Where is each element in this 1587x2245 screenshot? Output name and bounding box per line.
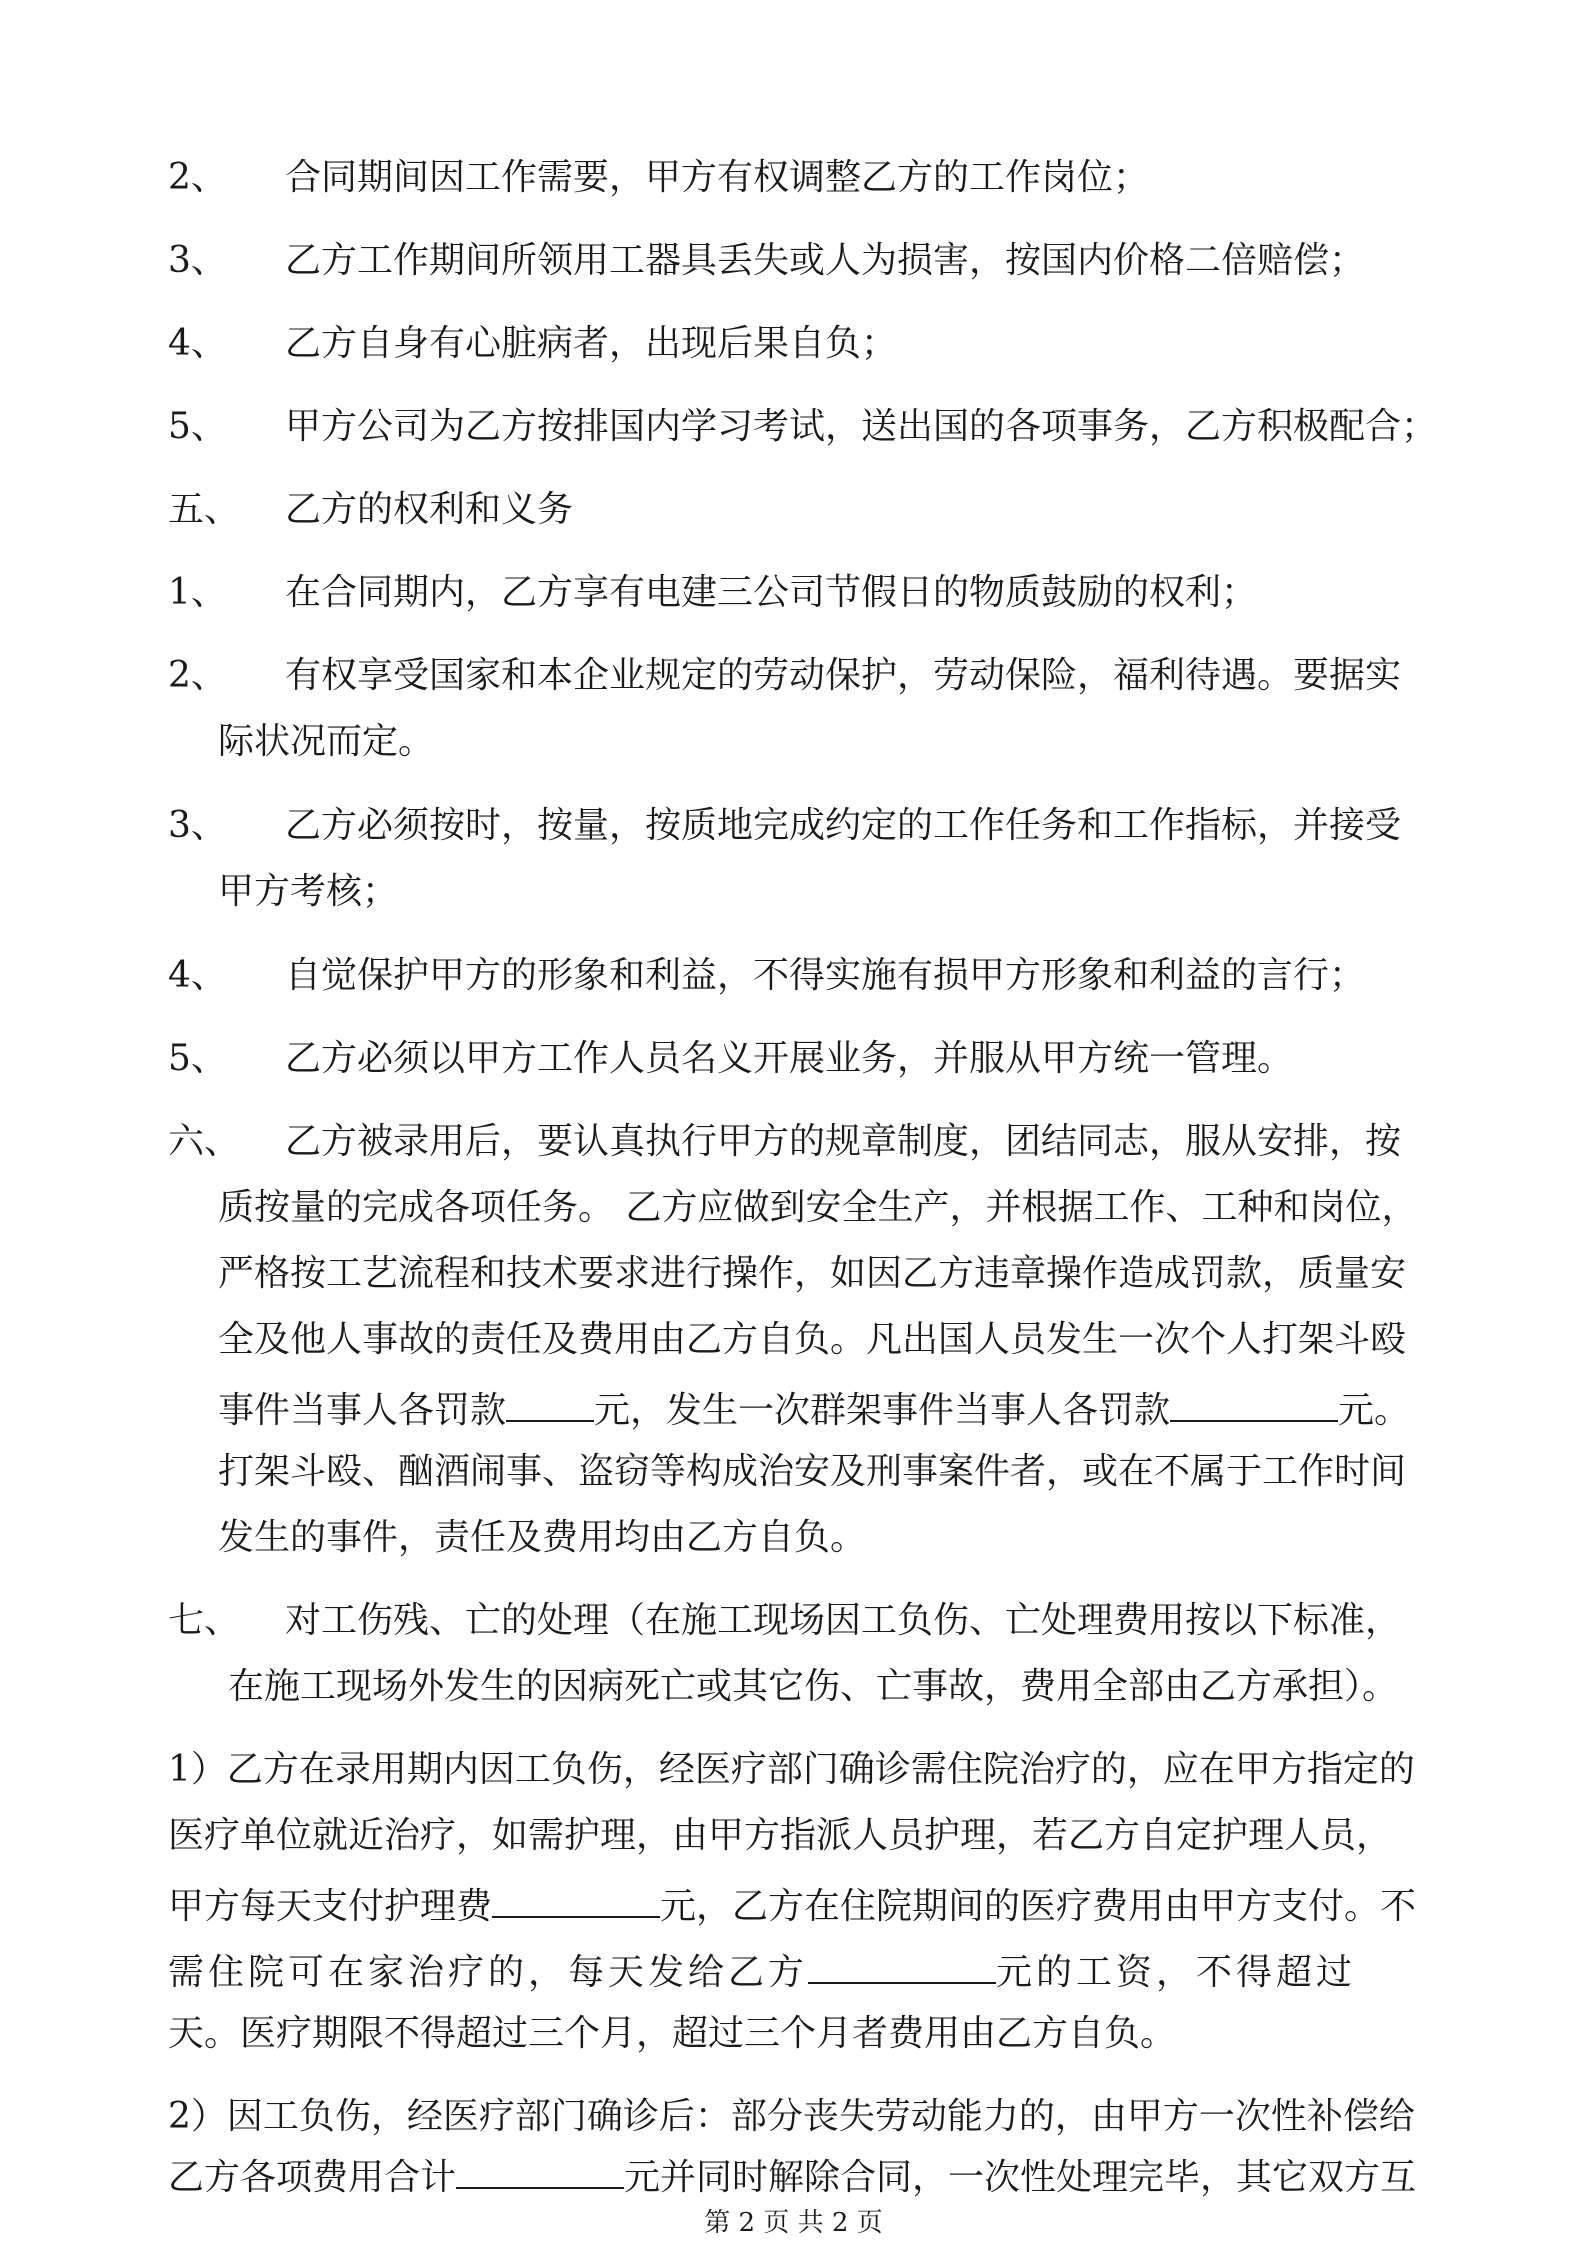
paragraph-text: [168, 2143, 1416, 2208]
section-heading: [0, 1112, 1587, 1172]
paragraph-line: [0, 2143, 1587, 2203]
paragraph-line: [0, 1508, 1587, 1568]
paragraph-text: 发生的事件，责任及费用均由乙方自负。: [218, 1517, 867, 1558]
paragraph-text: 1）乙方在录用期内因工负伤，经医疗部门确诊需住院治疗的，应在甲方指定的: [168, 1749, 1415, 1790]
clause-text: 乙方工作期间所领用工器具丢失或人为损害，按国内价格二倍赔偿；: [285, 240, 1366, 281]
clause-text: 自觉保护甲方的形象和利益，不得实施有损甲方形象和利益的言行；: [285, 955, 1366, 996]
clause-text: 乙方自身有心脏病者，出现后果自负；: [285, 323, 898, 364]
fine-text-b: 元，发生一次群架事件当事人各罚款: [594, 1390, 1171, 1431]
section-text: 对工伤残、亡的处理（在施工现场因工负伤、亡处理费用按以下标准，: [285, 1600, 1402, 1641]
clause-number: 3、: [168, 240, 227, 281]
group-fine-amount-blank[interactable]: [1170, 1376, 1338, 1422]
paragraph-line: [0, 2004, 1587, 2064]
paragraph-text: 医疗单位就近治疗，如需护理，由甲方指派人员护理，若乙方自定护理人员，: [168, 1815, 1393, 1856]
page-footer: 第 2 页 共 2 页: [704, 2208, 883, 2238]
paragraph-line: [0, 1938, 1587, 1998]
paragraph-text: 2）因工负伤，经医疗部门确诊后：部分丧失劳动能力的，由甲方一次性补偿给: [168, 2096, 1415, 2137]
paragraph-text: 质按量的完成各项任务。 乙方应做到安全生产，并根据工作、工种和岗位，: [218, 1187, 1418, 1228]
wage-text-b: 元的工资，不得超过: [996, 1952, 1357, 1993]
section-text: 乙方被录用后，要认真执行甲方的规章制度，团结同志，服从安排，按: [285, 1121, 1402, 1162]
clause-line: [0, 646, 1587, 706]
paragraph-line: [0, 1244, 1587, 1304]
paragraph-text: 全及他人事故的责任及费用由乙方自负。凡出国人员发生一次个人打架斗殴: [218, 1319, 1407, 1360]
section-title: 乙方的权利和义务: [285, 489, 574, 530]
section-number: 五、: [168, 489, 241, 530]
clause-number: 3、: [168, 805, 227, 846]
section-number: 七、: [168, 1600, 241, 1641]
clause-text: 际状况而定。: [218, 721, 435, 762]
clause-text: 合同期间因工作需要，甲方有权调整乙方的工作岗位；: [285, 157, 1150, 198]
clause-number: 2、: [168, 655, 227, 696]
clause-text: 在合同期内，乙方享有电建三公司节假日的物质鼓励的权利；: [285, 572, 1258, 613]
section-heading: [0, 1591, 1587, 1651]
nursing-fee-text: 甲方每天支付护理费: [168, 1886, 493, 1927]
paragraph-line: [0, 1376, 1587, 1436]
paragraph-text: [168, 1938, 1356, 2003]
paragraph-line: [0, 2087, 1587, 2147]
clause-continuation: [0, 712, 1587, 772]
clause-text: 甲方公司为乙方按排国内学习考试，送出国的各项事务，乙方积极配合；: [285, 406, 1438, 447]
total-cost-blank[interactable]: [456, 2143, 624, 2189]
clause-number: 4、: [168, 323, 227, 364]
clause-line: [0, 1029, 1587, 1089]
paragraph-line: [0, 1442, 1587, 1502]
clause-number: 5、: [168, 1038, 227, 1079]
clause-line: [0, 563, 1587, 623]
paragraph-text: [168, 1872, 1416, 1937]
nursing-fee-blank[interactable]: [492, 1872, 660, 1918]
paragraph-line: [0, 1178, 1587, 1238]
clause-text: 乙方必须按时，按量，按质地完成约定的工作任务和工作指标，并接受: [285, 805, 1402, 846]
clause-text: 乙方必须以甲方工作人员名义开展业务，并服从甲方统一管理。: [285, 1038, 1294, 1079]
fine-text-a: 事件当事人各罚款: [218, 1390, 507, 1431]
clause-number: 2、: [168, 157, 227, 198]
clause-number: 4、: [168, 955, 227, 996]
fine-text-c: 元。: [1338, 1390, 1411, 1431]
clause-number: 1、: [168, 572, 227, 613]
paragraph-line: [0, 1310, 1587, 1370]
paragraph-line: [0, 1806, 1587, 1866]
fine-amount-blank[interactable]: [506, 1376, 594, 1422]
clause-line: [0, 796, 1587, 856]
paragraph-text: 在施工现场外发生的因病死亡或其它伤、亡事故，费用全部由乙方承担）。: [228, 1666, 1399, 1707]
wage-text: 需住院可在家治疗的，每天发给乙方: [168, 1952, 809, 1993]
paragraph-text: 天。医疗期限不得超过三个月，超过三个月者费用由乙方自负。: [168, 2013, 1177, 2054]
section-number: 六、: [168, 1121, 241, 1162]
clause-line: [0, 946, 1587, 1006]
clause-continuation: [0, 862, 1587, 922]
clause-line: [0, 231, 1587, 291]
nursing-fee-text-b: 元，乙方在住院期间的医疗费用由甲方支付。不: [660, 1886, 1417, 1927]
daily-wage-blank[interactable]: [808, 1938, 996, 1984]
clause-line: [0, 148, 1587, 208]
paragraph-line: [0, 1872, 1587, 1932]
clause-number: 5、: [168, 406, 227, 447]
paragraph-line: [0, 1740, 1587, 1800]
paragraph-line: [0, 1657, 1587, 1717]
paragraph-text: 打架斗殴、酗酒闹事、盗窃等构成治安及刑事案件者，或在不属于工作时间: [218, 1451, 1407, 1492]
total-cost-text-b: 元并同时解除合同，一次性处理完毕，其它双方互: [624, 2157, 1417, 2198]
clause-text: 甲方考核；: [218, 871, 399, 912]
clause-line: [0, 397, 1587, 457]
paragraph-text: [218, 1376, 1410, 1441]
total-cost-text: 乙方各项费用合计: [168, 2157, 457, 2198]
clause-line: [0, 314, 1587, 374]
clause-text: 有权享受国家和本企业规定的劳动保护，劳动保险，福利待遇。要据实: [285, 655, 1402, 696]
section-heading: [0, 480, 1587, 540]
paragraph-text: 严格按工艺流程和技术要求进行操作，如因乙方违章操作造成罚款，质量安: [218, 1253, 1407, 1294]
